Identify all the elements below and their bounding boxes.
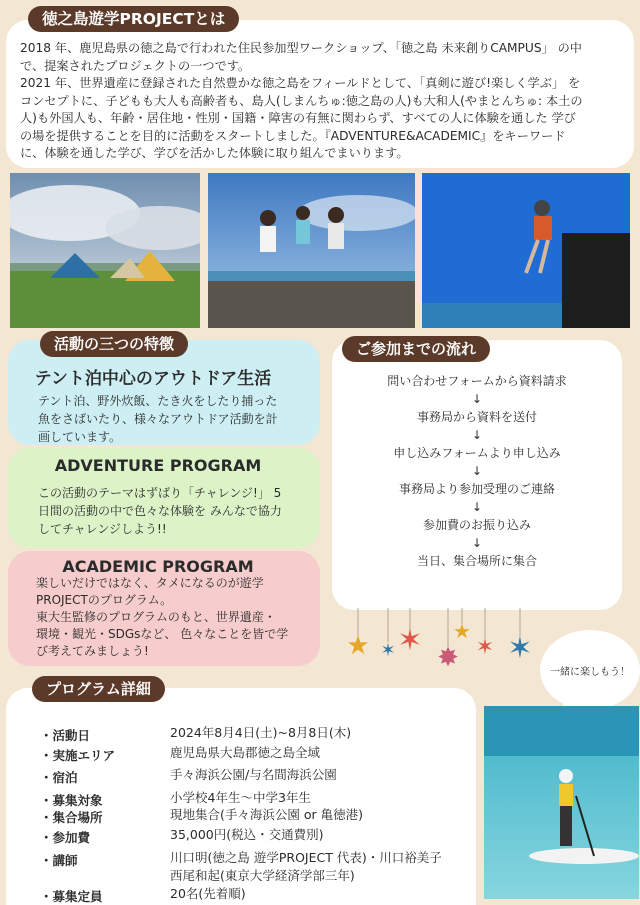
feature-academic — [8, 551, 320, 666]
flow-step: 事務局より参加受理のご連絡 — [398, 482, 555, 496]
features-tag: 活動の三つの特徴 — [40, 331, 188, 357]
flow-step: 当日、集合場所に集合 — [416, 554, 537, 568]
feature-line: 魚をさばいたり、様々なアウトドア活動を計 — [38, 412, 278, 426]
intro-line: で、提案されたプロジェクトの一つです。 — [20, 58, 251, 73]
details-panel — [6, 688, 476, 905]
feature-line: PROJECTのプログラム。 — [36, 593, 173, 607]
feature-line: 日間の活動の中で色々な体験を みんなで協力 — [38, 504, 282, 518]
detail-label: ・講師 — [40, 853, 78, 868]
flow-step: 事務局から資料を送付 — [416, 410, 537, 424]
svg-text:✸: ✸ — [437, 643, 459, 670]
flow-step: 問い合わせフォームから資料請求 — [387, 374, 567, 388]
detail-label: ・募集定員 — [40, 889, 103, 904]
flow-step: 参加費のお振り込み — [422, 518, 531, 532]
detail-label: ・募集対象 — [40, 793, 103, 808]
feature-title: ADVENTURE PROGRAM — [54, 456, 262, 475]
svg-text:★: ★ — [346, 631, 370, 661]
feature-line: テント泊、野外炊飯、たき火をしたり捕った — [38, 394, 278, 408]
svg-text:✶: ✶ — [380, 640, 396, 661]
detail-label: ・実施エリア — [40, 748, 116, 763]
intro-line: の場を提供することを目的に活動をスタートしました。『ADVENTURE&ACADEMIC』をキーワード — [20, 128, 566, 143]
feature-line: してチャレンジしよう!! — [38, 522, 167, 536]
svg-text:✶: ✶ — [397, 623, 423, 658]
detail-label: ・宿泊 — [40, 770, 78, 785]
speech-bubble — [540, 630, 640, 710]
detail-label: ・参加費 — [40, 830, 91, 845]
intro-line: に、体験を通した学び、学びを活かした体験に取り組んでまいります。 — [20, 146, 409, 160]
paddleboard-photo — [484, 706, 639, 899]
intro-title: 徳之島遊学PROJECTとは — [28, 6, 239, 32]
detail-value: 西尾和起(東京大学経済学部三年) — [170, 868, 355, 883]
details-tag: プログラム詳細 — [32, 676, 165, 702]
arrow-down-icon: ↓ — [471, 464, 483, 478]
detail-value: 鹿児島県大島郡徳之島全域 — [170, 745, 321, 760]
feature-title: ACADEMIC PROGRAM — [62, 557, 254, 576]
pier-jump-photo — [422, 173, 630, 328]
feature-line: この活動のテーマはずばり「チャレンジ!」 5 — [38, 486, 282, 500]
feature-line: 環境・観光・SDGsなど、 色々なことを皆で学 — [36, 627, 289, 641]
intro-line: 2021 年、世界遺産に登録された自然豊かな徳之島をフィールドとして、「真剣に遊び!楽しく学ぶ」 を — [20, 76, 581, 90]
intro-line: 人)も外国人も、年齢・居住地・性別・国籍・障害の有無に関わらず、すべての人に体験を通した 学び — [20, 111, 576, 125]
arrow-down-icon: ↓ — [471, 392, 483, 406]
feature-adventure — [8, 448, 320, 548]
detail-label: ・活動日 — [40, 728, 91, 743]
detail-value: 2024年8月4日(土)~8月8日(木) — [170, 725, 352, 740]
starfish-garland-icon — [330, 608, 550, 670]
bubble-text: 一緒に楽しもう！ — [550, 666, 630, 678]
arrow-down-icon: ↓ — [471, 500, 483, 514]
feature-line: 東大生監修のプログラムのもと、世界遺産・ — [36, 610, 276, 624]
arrow-down-icon: ↓ — [471, 428, 483, 442]
detail-value: 35,000円(税込・交通費別) — [170, 827, 324, 842]
detail-value: 手々海浜公園/与名間海浜公園 — [170, 767, 337, 782]
detail-value: 川口明(徳之島 遊学PROJECT 代表)・川口裕美子 — [170, 850, 442, 865]
detail-value: 現地集合(手々海浜公園 or 亀徳港) — [170, 807, 363, 822]
feature-line: 楽しいだけではなく、タメになるのが遊学 — [36, 576, 264, 590]
camp-photo — [10, 173, 200, 328]
feature-line: び考えてみましょう! — [36, 644, 149, 658]
feature-line: 画しています。 — [38, 430, 122, 444]
detail-label: ・集合場所 — [40, 810, 103, 825]
detail-value: 小学校4年生～中学3年生 — [170, 790, 311, 805]
flow-step: 申し込みフォームより申し込み — [393, 446, 561, 460]
arrow-down-icon: ↓ — [471, 536, 483, 550]
feature-title: テント泊中心のアウトドア生活 — [34, 369, 272, 389]
flow-tag: ご参加までの流れ — [342, 336, 490, 362]
intro-line: 2018 年、鹿児島県の徳之島で行われた住民参加型ワークショップ、「徳之島 未来創りCAMPUS」 の中 — [20, 41, 582, 55]
svg-text:★: ★ — [453, 619, 471, 643]
svg-text:✶: ✶ — [507, 631, 533, 666]
detail-value: 20名(先着順) — [170, 886, 246, 901]
flow-panel — [332, 340, 622, 610]
intro-line: コンセプトに、子どもも大人も高齢者も、島人(しまんちゅ:徳之島の人)も大和人(やまとんちゅ: 本土の — [20, 93, 583, 108]
intro-panel — [6, 20, 634, 168]
jump-photo — [208, 173, 415, 328]
svg-text:✶: ✶ — [475, 635, 495, 660]
